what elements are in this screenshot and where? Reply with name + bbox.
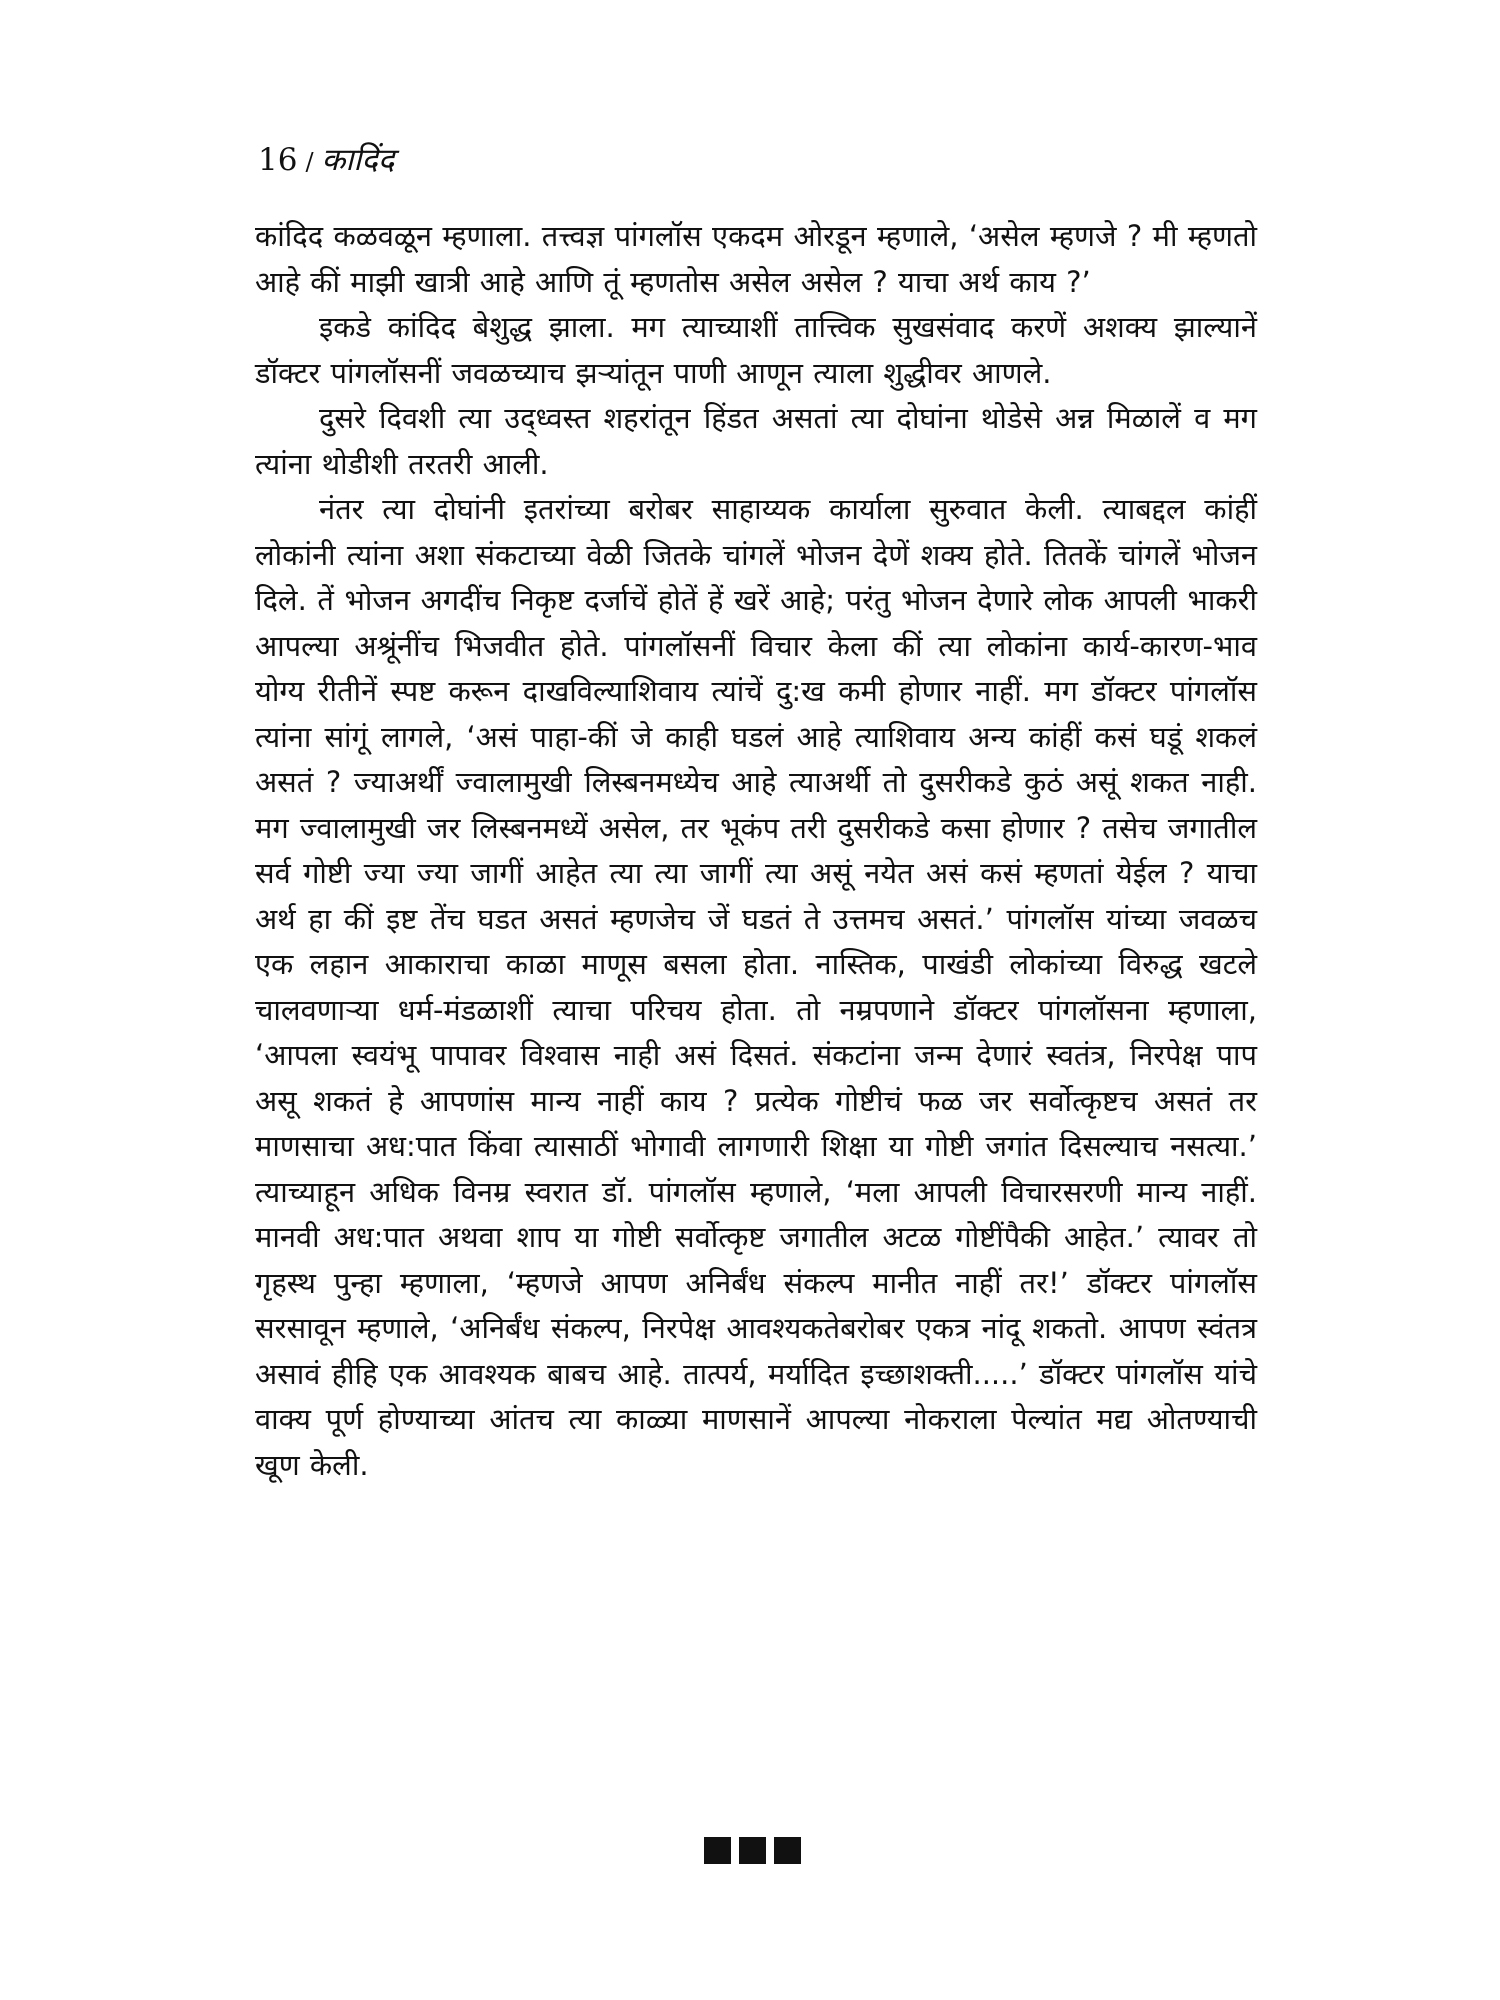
paragraph-4: नंतर त्या दोघांनी इतरांच्या बरोबर साहाय्यक कार्याला सुरुवात केली. त्याबद्दल कांहीं लोकांनी त्यांना अशा संकटाच्या वेळी जितके चांगलें भोजन देणें शक्य होते. तितकें चांगलें भोजन दिले. तें भोजन अगदींच निकृष्ट दर्जाचें होतें हें खरें आहे; परंतु भोजन देणारे लोक आपली भाकरी आपल्या अश्रूंनींच भिजवीत होते. पांगलॉसनीं विचार केला कीं त्या लोकांना कार्य-कारण-भाव योग्य रीतीनें स्पष्ट करून दाखविल्याशिवाय त्यांचें दु:ख कमी होणार नाहीं. मग डॉक्टर पांगलॉस त्यांना सांगूं लागले, ‘असं पाहा-कीं जे काही घडलं आहे त्याशिवाय अन्य कांहीं कसं घडूं शकलं असतं ? ज्याअर्थीं ज्वालामुखी लिस्बनमध्येच आहे त्याअर्थी तो दुसरीकडे कुठं असूं शकत नाही. मग ज्वालामुखी जर लिस्बनमध्यें असेल, तर भूकंप तरी दुसरीकडे कसा होणार ? तसेच जगातील सर्व गोष्टी ज्या ज्या जागीं आहेत त्या त्या जागीं त्या असूं नयेत असं कसं म्हणतां येईल ? याचा अर्थ हा कीं इष्ट तेंच घडत असतं म्हणजेच जें घडतं ते उत्तमच असतं.’ पांगलॉस यांच्या जवळच एक लहान आकाराचा काळा माणूस बसला होता. नास्तिक, पाखंडी लोकांच्या विरुद्ध खटले चालवणाऱ्या धर्म-मंडळाशीं त्याचा परिचय होता. तो नम्रपणाने डॉक्टर पांगलॉसना म्हणाला, ‘आपला स्वयंभू पापावर विश्वास नाही असं दिसतं. संकटांना जन्म देणारं स्वतंत्र, निरपेक्ष पाप असू शकतं हे आपणांस मान्य नाहीं काय ? प्रत्येक गोष्टीचं फळ जर सर्वोत्कृष्टच असतं तर माणसाचा अध:पात किंवा त्यासाठीं भोगावी लागणारी शिक्षा या गोष्टी जगांत दिसल्याच नसत्या.’ त्याच्याहून अधिक विनम्र स्वरात डॉ. पांगलॉस म्हणाले, ‘मला आपली विचारसरणी मान्य नाहीं. मानवी अध:पात अथवा शाप या गोष्टी सर्वोत्कृष्ट जगातील अटळ गोष्टींपैकी आहेत.’ त्यावर तो गृहस्थ पुन्हा म्हणाला, ‘म्हणजे आपण अनिर्बंध संकल्प मानीत नाहीं तर!’ डॉक्टर पांगलॉस सरसावून म्हणाले, ‘अनिर्बंध संकल्प, निरपेक्ष आवश्यकतेबरोबर एकत्र नांदू शकतो. आपण स्वंतत्र असावं हीहि एक आवश्यक बाबच आहे. तात्पर्य, मर्यादित इच्छाशक्ती.....’ डॉक्टर पांगलॉस यांचे वाक्य पूर्ण होण्याच्या आंतच त्या काळ्या माणसानें आपल्या नोकराला पेल्यांत मद्य ओतण्याची खूण केली. — [255, 492, 1257, 1482]
chapter-end-mark — [704, 1837, 801, 1864]
paragraph-1: कांदिद कळवळून म्हणाला. तत्त्वज्ञ पांगलॉस एकदम ओरडून म्हणाले, ‘असेल म्हणजे ? मी म्हणतो आहे कीं माझी खात्री आहे आणि तूं म्हणतोस असेल असेल ? याचा अर्थ काय ?’ — [255, 219, 1257, 299]
end-square-icon — [704, 1837, 731, 1864]
end-square-icon — [774, 1837, 801, 1864]
paragraph-3: दुसरे दिवशी त्या उद्ध्वस्त शहरांतून हिंडत असतां त्या दोघांना थोडेसे अन्न मिळालें व मग त्यांना थोडीशी तरतरी आली. — [255, 401, 1257, 481]
running-head — [258, 140, 394, 182]
paragraph-2: इकडे कांदिद बेशुद्ध झाला. मग त्याच्याशीं तात्त्विक सुखसंवाद करणें अशक्य झाल्यानें डॉक्टर पांगलॉसनीं जवळच्याच झऱ्यांतून पाणी आणून त्याला शुद्धीवर आणले. — [255, 310, 1257, 390]
end-square-icon — [739, 1837, 766, 1864]
page-number: 16 — [258, 142, 298, 178]
body-text — [255, 214, 1257, 1488]
book-title: कादिंद — [321, 142, 395, 178]
header-separator: / — [305, 148, 314, 176]
